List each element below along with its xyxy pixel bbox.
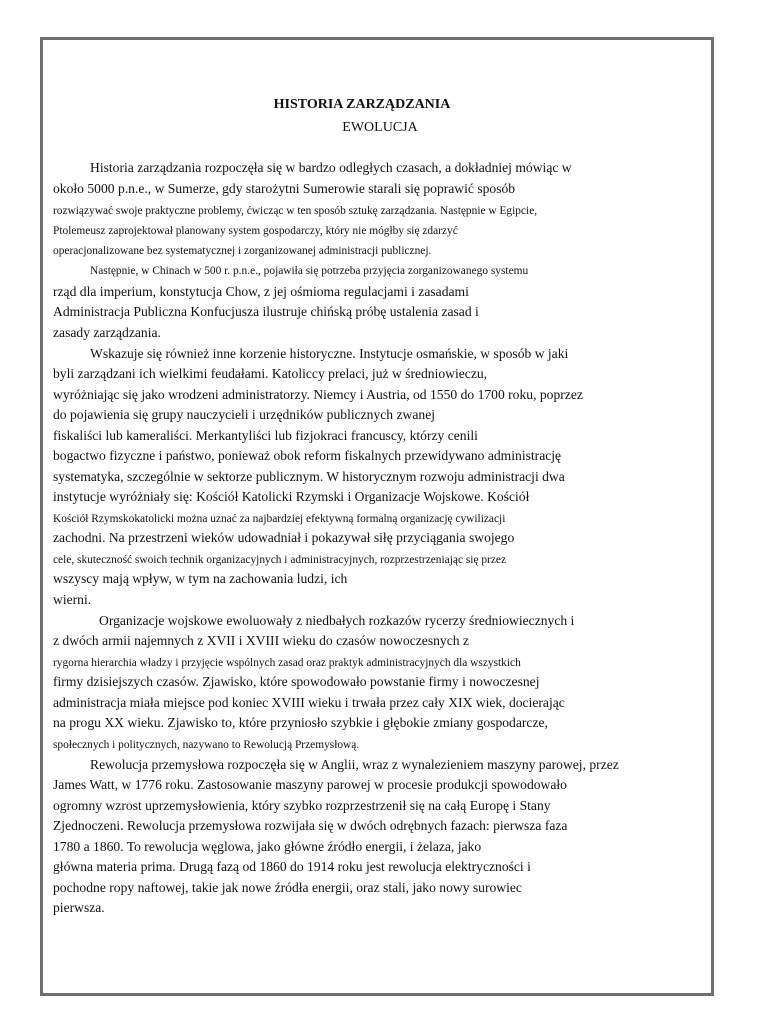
paragraph-line: Następnie, w Chinach w 500 r. p.n.e., pojawiła się potrzeba przyjęcia zorganizowanego systemu <box>90 265 529 277</box>
paragraph-line: firmy dzisiejszych czasów. Zjawisko, które spowodowało powstanie firmy i nowoczesnej <box>53 674 540 689</box>
paragraph-line: cele, skuteczność swoich technik organizacyjnych i administracyjnych, rozprzestrzeniając się przez <box>53 554 507 566</box>
paragraph-line: Zjednoczeni. Rewolucja przemysłowa rozwijała się w dwóch odrębnych fazach: pierwsza faza <box>53 818 568 833</box>
paragraph-line: instytucje wyróżniały się: Kościół Katolicki Rzymski i Organizacje Wojskowe. Kościół <box>53 489 530 504</box>
paragraph-line: wierni. <box>53 592 92 607</box>
paragraph-line: byli zarządzani ich wielkimi feudałami. Katoliccy prelaci, już w średniowieczu, <box>53 366 488 381</box>
paragraph-line: Administracja Publiczna Konfucjusza ilustruje chińską próbę ustalenia zasad i <box>53 304 479 319</box>
paragraph-line: administracja miała miejsce pod koniec XVIII wieku i trwała przez cały XIX wiek, docierając <box>53 695 565 710</box>
paragraph-line: Ptolemeusz zaprojektował planowany system gospodarczy, który nie mógłby się zdarzyć <box>53 225 458 237</box>
paragraph-line: około 5000 p.n.e., w Sumerze, gdy starożytni Sumerowie starali się poprawić sposób <box>53 181 516 196</box>
paragraph-line: Organizacje wojskowe ewoluowały z niedbałych rozkazów rycerzy średniowiecznych i <box>99 613 575 628</box>
paragraph-line: rygorna hierarchia władzy i przyjęcie wspólnych zasad oraz praktyk administracyjnych dla wszystkich <box>53 657 521 669</box>
paragraph-line: operacjonalizowane bez systematycznej i zorganizowanej administracji publicznej. <box>53 245 432 257</box>
paragraph-line: rozwiązywać swoje praktyczne problemy, ćwicząc w ten sposób sztukę zarządzania. Następnie w Egipcie, <box>53 205 538 217</box>
paragraph-line: James Watt, w 1776 roku. Zastosowanie maszyny parowej w procesie produkcji spowodowało <box>53 777 567 792</box>
paragraph-line: Wskazuje się również inne korzenie historyczne. Instytucje osmańskie, w sposób w jaki <box>90 346 569 361</box>
paragraph-line: 1780 a 1860. To rewolucja węglowa, jako główne źródło energii, i żelaza, jako <box>53 839 482 854</box>
paragraph-line: zachodni. Na przestrzeni wieków udowadniał i pokazywał siłę przyciągania swojego <box>53 530 515 545</box>
paragraph-line: Kościół Rzymskokatolicki można uznać za najbardziej efektywną formalną organizację cywilizacji <box>53 513 506 525</box>
paragraph-line: pochodne ropy naftowej, takie jak nowe źródła energii, oraz stali, jako nowy surowiec <box>53 880 522 895</box>
paragraph-line: pierwsza. <box>53 900 105 915</box>
paragraph-line: do pojawienia się grupy nauczycieli i urzędników publicznych zwanej <box>53 407 435 422</box>
paragraph-line: Rewolucja przemysłowa rozpoczęła się w Anglii, wraz z wynalezieniem maszyny parowej, przez <box>90 757 619 772</box>
paragraph-line: wszyscy mają wpływ, w tym na zachowania ludzi, ich <box>53 571 348 586</box>
paragraph-line: na progu XX wieku. Zjawisko to, które przyniosło szybkie i głębokie zmiany gospodarcze, <box>53 715 548 730</box>
paragraph-line: systematyka, szczególnie w sektorze publicznym. W historycznym rozwoju administracji dwa <box>53 469 565 484</box>
paragraph-line: rząd dla imperium, konstytucja Chow, z jej ośmioma regulacjami i zasadami <box>53 284 469 299</box>
paragraph-line: ogromny wzrost uprzemysłowienia, który szybko rozprzestrzenił się na całą Europę i Stany <box>53 798 551 813</box>
paragraph-line: bogactwo fizyczne i państwo, ponieważ obok reform fiskalnych przewidywano administrację <box>53 448 562 463</box>
paragraph-line: fiskaliści lub kameraliści. Merkantyliści lub fizjokraci francuscy, którzy cenili <box>53 428 478 443</box>
paragraph-line: główna materia prima. Drugą fazą od 1860 do 1914 roku jest rewolucja elektryczności i <box>53 859 531 874</box>
document-subtitle: EWOLUCJA <box>342 120 418 135</box>
document-title: HISTORIA ZARZĄDZANIA <box>273 97 451 112</box>
paragraph-line: zasady zarządzania. <box>53 325 161 340</box>
paragraph-line: z dwóch armii najemnych z XVII i XVIII wieku do czasów nowoczesnych z <box>53 633 469 648</box>
paragraph-line: wyróżniając się jako wrodzeni administratorzy. Niemcy i Austria, od 1550 do 1700 roku, poprzez <box>53 387 583 402</box>
paragraph-line: społecznych i politycznych, nazywano to Rewolucją Przemysłową. <box>53 739 360 751</box>
paragraph-line: Historia zarządzania rozpoczęła się w bardzo odległych czasach, a dokładniej mówiąc w <box>90 160 572 175</box>
